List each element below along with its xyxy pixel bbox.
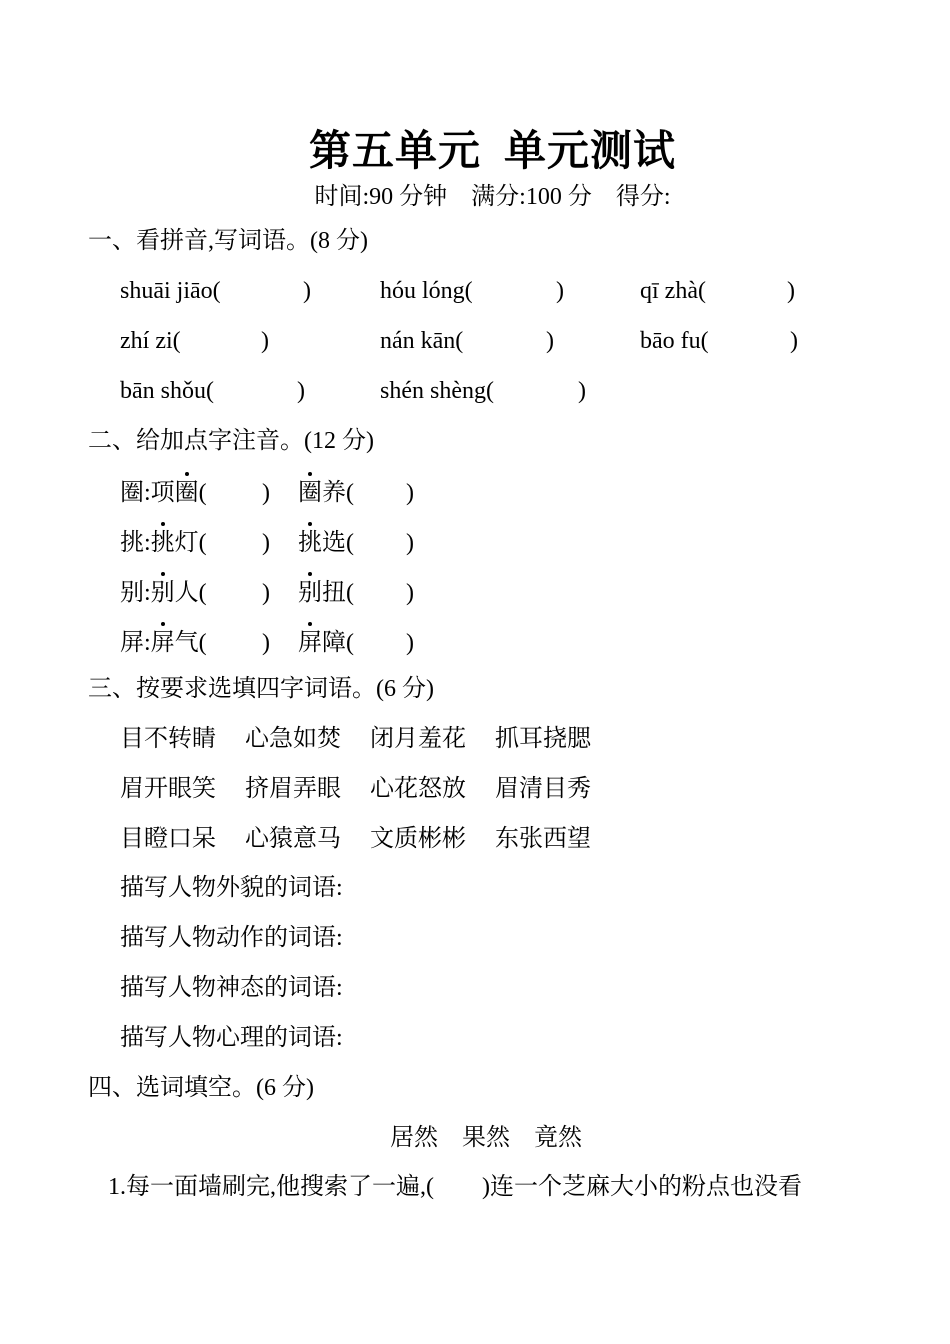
pinyin-paren-close: ) bbox=[787, 278, 795, 304]
phonetic-paren-close: ) bbox=[406, 480, 414, 506]
phonetic-paren-close: ) bbox=[406, 580, 414, 606]
section-2-heading: 二、给加点字注音。(12 分) bbox=[88, 428, 374, 454]
section-4-heading: 四、选词填空。(6 分) bbox=[88, 1075, 314, 1101]
phonetic-word: 别扭( bbox=[298, 580, 354, 606]
idiom-row: 目不转睛 心急如焚 闭月羞花 抓耳挠腮 bbox=[120, 726, 591, 752]
prompt-psychology: 描写人物心理的词语: bbox=[120, 1025, 343, 1051]
pinyin-item: bān shǒu( bbox=[120, 378, 214, 404]
pinyin-paren-close: ) bbox=[303, 278, 311, 304]
phonetic-paren-close: ) bbox=[262, 480, 270, 506]
prompt-appearance: 描写人物外貌的词语: bbox=[120, 875, 343, 901]
pinyin-item: shuāi jiāo( bbox=[120, 278, 221, 304]
phonetic-word: 圈养( bbox=[298, 480, 354, 506]
phonetic-word: 屏障( bbox=[298, 630, 354, 656]
phonetic-paren-close: ) bbox=[406, 530, 414, 556]
pinyin-paren-close: ) bbox=[546, 328, 554, 354]
phonetic-row: 屏:屏气( bbox=[120, 630, 207, 656]
phonetic-paren-close: ) bbox=[406, 630, 414, 656]
section-3-heading: 三、按要求选填四字词语。(6 分) bbox=[88, 676, 434, 702]
word-choices: 居然 果然 竟然 bbox=[390, 1125, 582, 1151]
phonetic-paren-close: ) bbox=[262, 630, 270, 656]
question-1: 1.每一面墙刷完,他搜索了一遍,( )连一个芝麻大小的粉点也没看 bbox=[108, 1174, 802, 1200]
prompt-action: 描写人物动作的词语: bbox=[120, 925, 343, 951]
pinyin-item: qī zhà( bbox=[640, 278, 706, 304]
pinyin-item: shén shèng( bbox=[380, 378, 494, 404]
idiom-row: 眉开眼笑 挤眉弄眼 心花怒放 眉清目秀 bbox=[120, 776, 591, 802]
phonetic-paren-close: ) bbox=[262, 580, 270, 606]
pinyin-item: bāo fu( bbox=[640, 328, 709, 354]
phonetic-row: 别:别人( bbox=[120, 580, 207, 606]
pinyin-paren-close: ) bbox=[556, 278, 564, 304]
pinyin-item: zhí zi( bbox=[120, 328, 181, 354]
phonetic-row: 挑:挑灯( bbox=[120, 530, 207, 556]
pinyin-item: nán kān( bbox=[380, 328, 464, 354]
section-1-heading: 一、看拼音,写词语。(8 分) bbox=[88, 228, 368, 254]
pinyin-paren-close: ) bbox=[261, 328, 269, 354]
idiom-row: 目瞪口呆 心猿意马 文质彬彬 东张西望 bbox=[120, 826, 591, 852]
pinyin-paren-close: ) bbox=[578, 378, 586, 404]
phonetic-row: 圈:项圈( bbox=[120, 480, 207, 506]
pinyin-item: hóu lóng( bbox=[380, 278, 473, 304]
pinyin-paren-close: ) bbox=[297, 378, 305, 404]
exam-info: 时间:90 分钟 满分:100 分 得分: bbox=[314, 184, 671, 210]
page-title: 第五单元 单元测试 bbox=[308, 129, 676, 175]
pinyin-paren-close: ) bbox=[790, 328, 798, 354]
phonetic-paren-close: ) bbox=[262, 530, 270, 556]
prompt-expression: 描写人物神态的词语: bbox=[120, 975, 343, 1001]
phonetic-word: 挑选( bbox=[298, 530, 354, 556]
